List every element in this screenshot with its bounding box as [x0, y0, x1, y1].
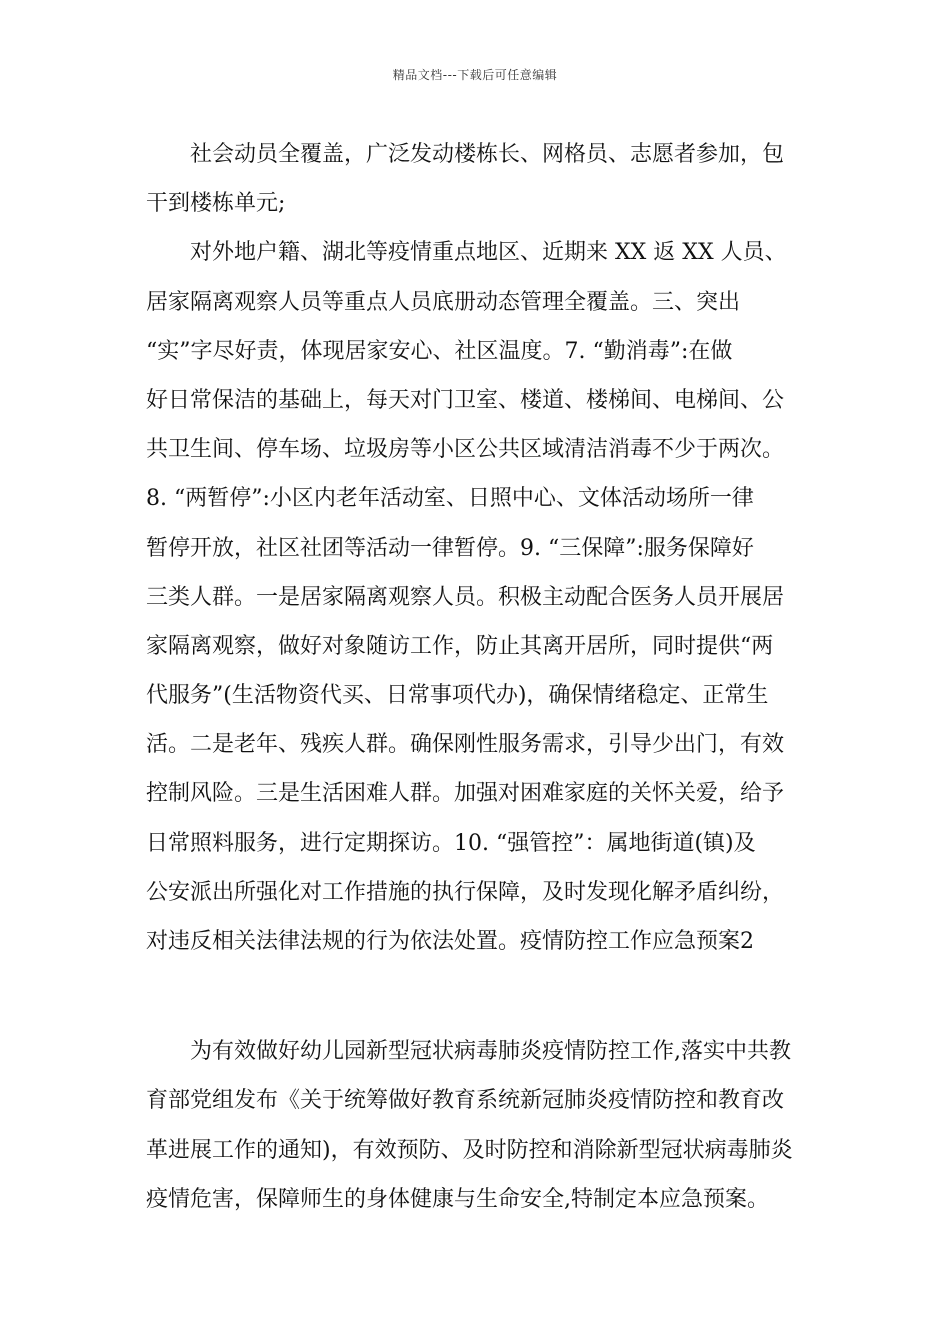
paragraph-2	[146, 228, 826, 966]
text-line: 活。二是老年、残疾人群。确保刚性服务需求，引导少出门，有效	[146, 732, 785, 758]
text-line: 好日常保洁的基础上，每天对门卫室、楼道、楼梯间、电梯间、公	[146, 387, 785, 413]
text-line: 居家隔离观察人员等重点人员底册动态管理全覆盖。三、突出	[146, 289, 741, 315]
text-line: 干到楼栋单元;	[146, 191, 286, 217]
text-line: 暂停开放，社区社团等活动一律暂停。9. “三保障”:服务保障好	[146, 535, 754, 561]
text-line: 对违反相关法律法规的行为依法处置。疫情防控工作应急预案2	[146, 929, 754, 954]
text-line: 日常照料服务，进行定期探访。10. “强管控”：属地街道(镇)及	[146, 830, 756, 856]
paragraph-1	[146, 130, 826, 228]
text-line: 三类人群。一是居家隔离观察人员。积极主动配合医务人员开展居	[146, 584, 785, 610]
text-line: 共卫生间、停车场、垃圾房等小区公共区域清洁消毒不少于两次。	[146, 437, 785, 463]
text-line: 育部党组发布《关于统筹做好教育系统新冠肺炎疫情防控和教育改	[146, 1088, 785, 1114]
paragraph-3	[146, 1027, 826, 1224]
text-line: 为有效做好幼儿园新型冠状病毒肺炎疫情防控工作,落实中共教	[190, 1039, 791, 1065]
page-header: 精品文档---下载后可任意编辑	[392, 68, 558, 82]
document-body	[146, 130, 826, 1224]
paragraph-spacer	[146, 966, 826, 1027]
text-line: 控制风险。三是生活困难人群。加强对困难家庭的关怀关爱，给予	[146, 781, 785, 807]
text-line: 革进展工作的通知)，有效预防、及时防控和消除新型冠状病毒肺炎	[146, 1137, 793, 1163]
text-line: 公安派出所强化对工作措施的执行保障，及时发现化解矛盾纠纷，	[146, 879, 785, 905]
text-line: 家隔离观察，做好对象随访工作，防止其离开居所，同时提供“两	[146, 633, 774, 659]
text-line: 社会动员全覆盖，广泛发动楼栋长、网格员、志愿者参加，包	[190, 142, 785, 167]
text-line: 代服务”(生活物资代买、日常事项代办)，确保情绪稳定、正常生	[146, 683, 769, 709]
text-line: 8. “两暂停”:小区内老年活动室、日照中心、文体活动场所一律	[146, 486, 754, 512]
text-line: “实”字尽好责，体现居家安心、社区温度。7. “勤消毒”:在做	[146, 338, 733, 364]
text-line: 对外地户籍、湖北等疫情重点地区、近期来 XX 返 XX 人员、	[190, 240, 787, 266]
text-line: 疫情危害，保障师生的身体健康与生命安全,特制定本应急预案。	[146, 1186, 769, 1212]
